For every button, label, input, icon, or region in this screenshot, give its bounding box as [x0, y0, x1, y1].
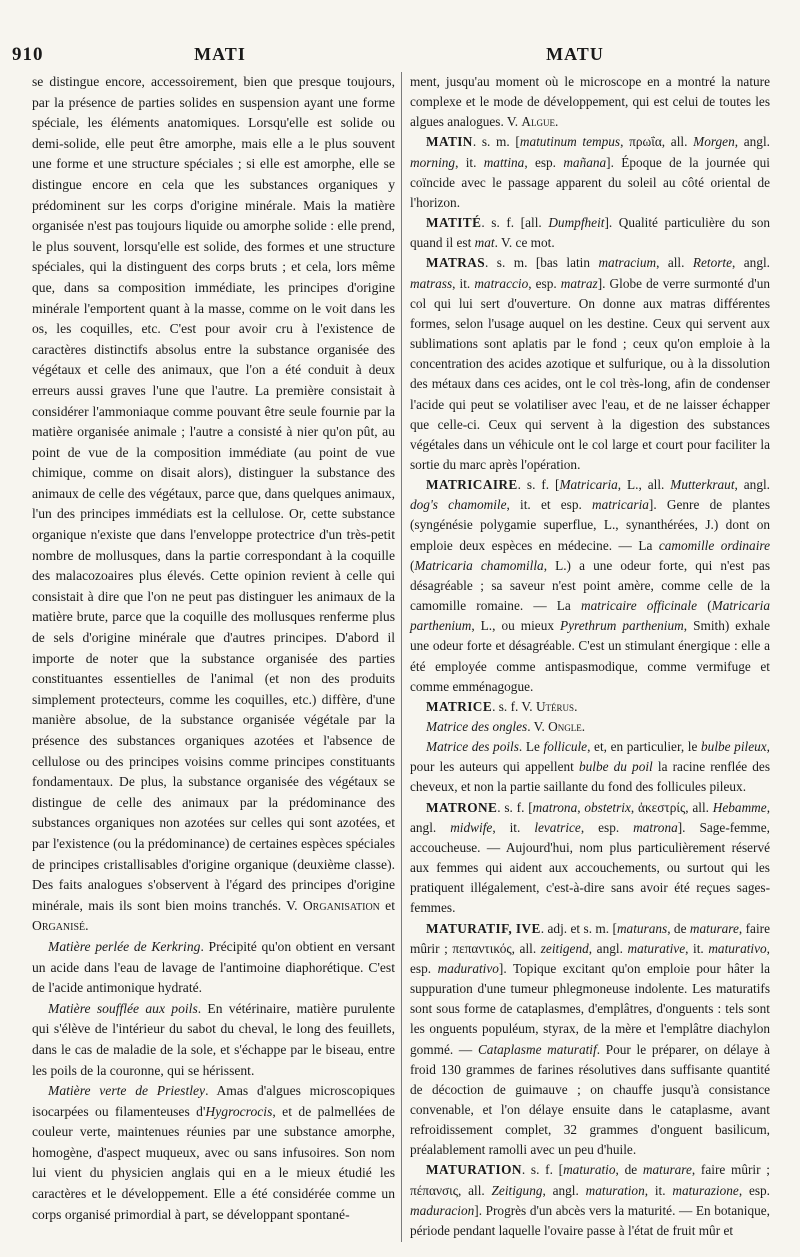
entry-maturatif: MATURATIF, IVE. adj. et s. m. [maturans, de maturare, faire mûrir ; πεπαντικός, all. zeitigend, angl. maturative, it. maturativo, esp. madurativo]. Topique excitant qu'on emploie pour hâter la suppuration d'une tumeur phlegmoneuse indolente. Les maturatifs sont sous forme de cataplasmes, d'emplâtres, d'onguents : tels sont les onguents populéum, styrax, de la mère et l'emplâtre diachylon gommé. — Cataplasme maturatif. Pour le préparer, on délaye à froid 130 grammes de farines résolutives dans suffisante quantité de décoction de guimauve ; on chauffe jusqu'à consistance convenable, et l'on délaye ensuite dans le cataplasme, avant refroidissement complet, 32 grammes d'onguent basilicum, préalablement ramolli avec un peu d'huile.: [410, 920, 770, 1158]
page-header: [0, 0, 800, 64]
right-column: [410, 72, 770, 1241]
entry-matiere-soufflee: Matière soufflée aux poils. En vétérinaire, matière purulente qui s'élève de l'intérieur du sabot du cheval, le long des feuillets, dans le cas de maladie de la sole, et s'échappe par le biseau, entre les poils de la couronne, qui se hérissent.: [32, 1000, 395, 1078]
left-column: [32, 72, 395, 1225]
entry-matite: MATITÉ. s. f. [all. Dumpfheit]. Qualité particulière du son quand il est mat. V. ce mot.: [410, 215, 770, 251]
entry-matin: MATIN. s. m. [matutinum tempus, πρωΐα, all. Morgen, angl. morning, it. mattina, esp. mañana]. Époque de la journée qui coïncide avec le passage apparent du soleil au côté oriental de l'horizon.: [410, 134, 771, 210]
page-number: 910: [12, 44, 44, 65]
matiere-verte-continuation: ment, jusqu'au moment où le microscope en a montré la nature complexe et le mode de développement, qui est celui de toutes les algues analogues. V. Algue.: [410, 74, 770, 130]
left-guide-word: MATI: [194, 44, 246, 64]
entry-matrice: MATRICE. s. f. V. Utérus.: [426, 698, 578, 714]
organized-matter-continuation: se distingue encore, accessoirement, bien que presque toujours, par la présence de parties solides en suspension ayant une forme spéciale, les éléments anatomiques. Lorsqu'elle est solide ou demi-solide, elle peut être amorphe, mais elle a le plus souvent une forme et une structure spéciales ; si elle est amorphe, elle se distingue encore en cela que les substances organiques y prédominent sur les corps d'origine minérale. Mais la matière organisée n'est pas toujours liquide ou amorphe solide : elle prend, le plus souvent, lorsqu'elle est solide, des formes et une structure spéciales, qui la distinguent des corps bruts ; et cela, lors même que, dans sa composition immédiate, les principes d'origine minérale l'emportent quant à la masse, comme on le voit dans les os, les coquilles, etc. C'est pour avoir cru à l'existence de caractères distinctifs absolus entre la substance organisée des végétaux et celle des animaux, que l'on a été conduit à deux erreurs aussi graves l'une que l'autre. La première consistait à considérer l'ammoniaque comme pouvant être seule fournie par la matière organisée animale ; l'autre a consisté à nier qu'on pût, au point de vue de la composition immédiate (au point de vue chimique, comme on disait alors), distinguer la substance des animaux de celle des végétaux, parce que, dans quelques animaux, l'un des principes immédiats est la cellulose. Or, cette substance organique n'existe que dans l'enveloppe protectrice d'un très-petit nombre de mollusques, dans la partie correspondant à la coquille des malacozoaires plus élevés. Cette opinion revient à celle qui consistait à dire que l'on ne peut pas distinguer les animaux de la matière brute, parce que la coquille des mollusques renferme plus de sels d'origine minérale que d'autres principes. D'abord il importe de noter que la substance organisée des parties constituantes essentielles de l'animal (et non des produits simplement protecteurs, comme les coquilles, etc.) diffère, d'une manière absolue, de la substance organisée végétale par la présence des substances organiques azotées et l'absence de cellulose ou des principes voisins comme principes constituants fondamentaux. De plus, la substance organisée des végétaux se distingue de celle des animaux par la prédominance des substances organiques non azotées sur celles qui sont azotées, et par l'existence (ou la prédominance) de certaines espèces spéciales de principes cristallisables d'origine organique (deuxième classe). Des faits analogues s'observent à l'égard des principes d'origine minérale, mais ils sont bien moins tranchés. V. Organisation et Organisé.: [32, 74, 395, 934]
entry-matrone: MATRONE. s. f. [matrona, obstetrix, ἀκεστρίς, all. Hebamme, angl. midwife, it. levatrice, esp. matrona]. Sage-femme, accoucheuse. — Aujourd'hui, nom plus particulièrement réservé aux femmes qui aident aux accouchements, ou surtout qui les pratiquent illégalement, c'est-à-dire sans avoir été reçues sages-femmes.: [410, 799, 771, 916]
entry-maturation: MATURATION. s. f. [maturatio, de maturare, faire mûrir ; πέπανσις, all. Zeitigung, angl. maturation, it. maturazione, esp. maduracion]. Progrès d'un abcès vers la maturité. — En botanique, période pendant laquelle l'ovaire passe à l'état de fruit mûr et: [410, 1162, 771, 1238]
column-divider: [401, 72, 402, 1242]
entry-matiere-verte: Matière verte de Priestley. Amas d'algues microscopiques isocarpées ou filamenteuses d'Hygrocrocis, et de palmellées de couleur verte, maintenues réunies par une substance amorphe, homogène, d'aspect muqueux, avec ou sans infusoires. Son nom lui vient du physicien anglais qui en a le mieux étudié les caractères et le développement. Elle a été considérée comme un corps organisé primordial à part, se développant spontané-: [32, 1083, 395, 1222]
entry-matrice-des-poils: Matrice des poils. Le follicule, et, en particulier, le bulbe pileux, pour les auteurs qui appellent bulbe du poil la racine renflée des cheveux, et non la partie saillante du fond des follicules pileux.: [410, 739, 770, 795]
entry-matrice-des-ongles: Matrice des ongles. V. Ongle.: [426, 719, 586, 734]
entry-matricaire: MATRICAIRE. s. f. [Matricaria, L., all. Mutterkraut, angl. dog's chamomile, it. et esp. matricaria]. Genre de plantes (syngénésie polygamie superflue, L., synanthérées, J.) dont on emploie deux espèces en médecine. — La camomille ordinaire (Matricaria chamomilla, L.) a une odeur forte, qui n'est pas désagréable ; sa saveur n'est point amère, comme celle de la camomille romaine. — La matricaire officinale (Matricaria parthenium, L., ou mieux Pyrethrum parthenium, Smith) exhale une odeur forte et désagréable. C'est un stimulant énergique : elle a été employée comme antispasmodique, comme vermifuge et comme emménagogue.: [410, 477, 771, 694]
entry-matras: MATRAS. s. m. [bas latin matracium, all. Retorte, angl. matrass, it. matraccio, esp. matraz]. Globe de verre surmonté d'un col qui lui sert d'ouverture. On donne aux matras différentes formes, selon l'usage auquel on les destine. Ceux qui servent aux sublimations sont aplatis par le fond ; ceux qu'on emploie à la concentration des acides azotique et sulfurique, ou à la dissolution des métaux dans ces acides, ont le col très-long, afin de condenser l'acide qui peut se volatiliser avec l'eau, et de ne laisser échapper que celle-ci. Ceux qui servent à la digestion des substances végétales dans un véhicule ont le col large et court pour faciliter la sortie du marc après l'opération.: [410, 255, 770, 472]
right-guide-word: MATU: [546, 44, 604, 64]
entry-matiere-perlee: Matière perlée de Kerkring. Précipité qu'on obtient en versant un acide dans l'eau de lavage de l'antimoine diaphorétique. C'est de l'acide antimonique hydraté.: [32, 938, 395, 996]
